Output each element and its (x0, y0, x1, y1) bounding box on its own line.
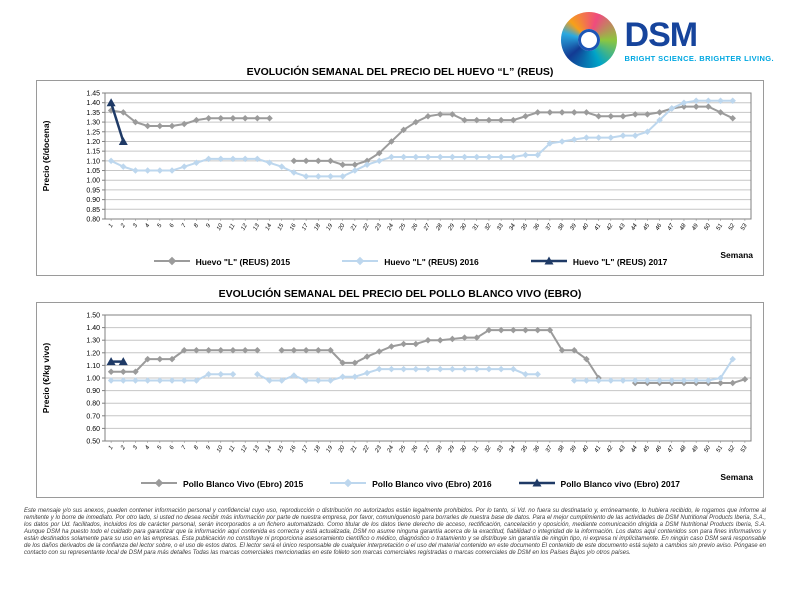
svg-text:7: 7 (181, 445, 188, 451)
svg-text:9: 9 (205, 445, 213, 451)
svg-text:13: 13 (252, 223, 262, 232)
svg-text:9: 9 (205, 223, 213, 229)
svg-text:1: 1 (107, 445, 115, 451)
svg-text:1.30: 1.30 (86, 119, 100, 127)
svg-text:28: 28 (435, 223, 444, 232)
svg-text:1.10: 1.10 (86, 158, 100, 166)
svg-text:19: 19 (325, 223, 335, 232)
svg-text:20: 20 (337, 223, 347, 232)
svg-text:32: 32 (484, 223, 493, 232)
egg-price-chart-section (36, 66, 764, 276)
svg-text:1.05: 1.05 (86, 168, 100, 176)
svg-text:51: 51 (715, 223, 725, 232)
svg-text:52: 52 (727, 223, 737, 232)
svg-text:45: 45 (642, 223, 652, 232)
svg-text:46: 46 (654, 223, 664, 232)
dsm-logo (561, 12, 774, 68)
svg-text:53: 53 (740, 445, 749, 454)
dsm-wordmark: DSM (624, 15, 698, 54)
svg-text:35: 35 (520, 445, 530, 454)
svg-text:2: 2 (120, 223, 128, 229)
svg-text:41: 41 (593, 445, 603, 454)
chicken-price-chart-section (36, 288, 764, 498)
svg-text:0.90: 0.90 (86, 197, 100, 205)
chicken-chart-legend (37, 472, 763, 497)
legend-marker-icon (341, 256, 379, 268)
svg-text:1.45: 1.45 (86, 90, 100, 98)
svg-text:16: 16 (289, 223, 298, 232)
legend-marker-icon (518, 478, 556, 490)
legend-item-huevo-2017 (530, 256, 668, 268)
svg-text:26: 26 (411, 223, 420, 232)
legend-label: Huevo "L" (REUS) 2016 (384, 257, 479, 267)
svg-text:27: 27 (423, 223, 432, 232)
svg-text:44: 44 (630, 445, 639, 454)
svg-text:46: 46 (654, 445, 664, 454)
svg-text:48: 48 (679, 445, 688, 454)
svg-text:20: 20 (337, 445, 347, 454)
svg-text:41: 41 (593, 223, 603, 232)
svg-text:30: 30 (459, 445, 469, 454)
svg-text:44: 44 (630, 223, 639, 232)
legend-label: Huevo "L" (REUS) 2015 (195, 257, 291, 267)
svg-text:42: 42 (606, 445, 615, 454)
legend-marker-icon (329, 478, 367, 490)
svg-text:21: 21 (350, 223, 359, 232)
chicken-chart-title: EVOLUCIÓN SEMANAL DEL PRECIO DEL POLLO BLANCO VIVO (EBRO) (218, 288, 582, 300)
svg-text:40: 40 (581, 223, 591, 232)
svg-text:43: 43 (618, 445, 627, 454)
svg-text:33: 33 (496, 445, 505, 454)
svg-text:0.85: 0.85 (86, 206, 100, 214)
svg-text:0.50: 0.50 (86, 438, 100, 446)
legend-marker-icon (140, 478, 178, 490)
egg-chart-legend (37, 250, 763, 275)
legend-label: Huevo "L" (REUS) 2017 (572, 257, 668, 267)
legend-item-pollo-2015 (140, 478, 303, 490)
svg-text:45: 45 (642, 445, 652, 454)
svg-text:37: 37 (545, 223, 554, 232)
svg-text:24: 24 (386, 223, 396, 232)
svg-text:14: 14 (264, 223, 274, 232)
svg-text:31: 31 (471, 223, 481, 232)
svg-text:8: 8 (193, 223, 201, 229)
svg-text:30: 30 (459, 223, 469, 232)
chicken-chart-plot (37, 307, 763, 471)
svg-text:1.15: 1.15 (86, 148, 100, 156)
svg-text:33: 33 (496, 223, 505, 232)
svg-text:1.20: 1.20 (86, 138, 100, 146)
svg-text:47: 47 (666, 445, 676, 454)
legend-label: Pollo Blanco vivo (Ebro) 2016 (372, 479, 492, 489)
svg-text:2: 2 (120, 445, 128, 451)
svg-text:6: 6 (168, 445, 176, 451)
svg-text:40: 40 (581, 445, 591, 454)
svg-text:26: 26 (411, 445, 420, 454)
svg-text:35: 35 (520, 223, 530, 232)
legal-disclaimer-text: Este mensaje y/o sus anexos, pueden contener información personal y confidencial cuyo uso, reproducción o distribución no autorizados están legalmente prohibidos. Por lo tanto, si Vd. no fuera su destinatario y, erróneamente, lo hubiera recibido, le rogamos que informe al remitente y lo borre de inmediato. Por otro lado, si usted no desea recibir más información por parte de nuestra empresa, por favor, comuníquenoslo para borrarles de nuestra base de datos. Para el mejor cumplimiento de las actividades de DSM Nutritional Products Iberia, S.A., los datos por Ud. facilitados, incluidos los de carácter personal, serán incorporados a un fichero automatizado. Como titular de los datos tiene derecho de acceso, rectificación, cancelación y oposición, mediante comunicación dirigida a DSM Nutritional Products Iberia, S.A. Aunque DSM ha puesto todo el cuidado para garantizar que la información aquí contenida es correcta y está actualizada, DSM no asume ninguna garantía acerca de la exactitud, fiabilidad o integridad de la información. Los datos aquí contenidos son para fines informativos y están destinados solamente para su uso en las empresas. Esta publicación no constituye ni proporciona asesoramiento científico o médico, diagnóstico o tratamiento y se distribuye sin garantía de ningún tipo, ni expresa ni implícitamente. En ningún caso DSM será responsable de los daños derivados de la confianza del lector sobre, o el uso de estos datos. El lector será el único responsable de cualquier interpretación o el uso del material contenido en este documento El contenido de este documento está sujeto a cambios sin previo aviso. Póngase en contacto con su representante local de DSM para más detalles Todas las marcas comerciales mencionadas en este folleto son marcas comerciales registradas o marcas comerciales de DSM en los Países Bajos y/o otros países. (24, 508, 766, 557)
svg-text:1.00: 1.00 (86, 177, 100, 185)
svg-text:32: 32 (484, 445, 493, 454)
svg-text:21: 21 (350, 445, 359, 454)
svg-text:39: 39 (569, 223, 578, 232)
svg-text:4: 4 (144, 445, 152, 451)
svg-text:52: 52 (727, 445, 737, 454)
svg-text:49: 49 (691, 445, 700, 454)
svg-text:28: 28 (435, 445, 444, 454)
dsm-tagline: BRIGHT SCIENCE. BRIGHTER LIVING. (624, 53, 774, 63)
svg-text:17: 17 (301, 223, 310, 232)
legend-item-pollo-2017 (518, 478, 681, 490)
svg-text:11: 11 (228, 223, 237, 232)
svg-text:14: 14 (264, 445, 274, 454)
svg-text:1: 1 (107, 223, 115, 229)
svg-text:3: 3 (132, 223, 140, 229)
svg-text:48: 48 (679, 223, 688, 232)
svg-text:38: 38 (557, 445, 566, 454)
svg-text:36: 36 (532, 223, 542, 232)
svg-text:0.70: 0.70 (86, 413, 100, 421)
svg-text:18: 18 (313, 445, 323, 454)
svg-text:1.00: 1.00 (86, 375, 100, 383)
svg-text:39: 39 (569, 445, 578, 454)
svg-text:0.60: 0.60 (86, 425, 100, 433)
svg-text:0.80: 0.80 (86, 400, 100, 408)
svg-text:22: 22 (362, 445, 371, 454)
svg-text:36: 36 (532, 445, 542, 454)
svg-text:38: 38 (557, 223, 566, 232)
svg-text:31: 31 (471, 445, 481, 454)
svg-text:27: 27 (423, 445, 432, 454)
svg-text:1.20: 1.20 (86, 350, 100, 358)
legend-label: Pollo Blanco vivo (Ebro) 2017 (560, 479, 681, 489)
svg-text:43: 43 (618, 223, 627, 232)
legend-item-huevo-2016 (341, 256, 479, 268)
svg-text:18: 18 (313, 223, 323, 232)
svg-text:16: 16 (289, 445, 298, 454)
legend-marker-icon (153, 256, 191, 268)
svg-text:3: 3 (132, 445, 140, 451)
svg-text:0.80: 0.80 (86, 216, 100, 224)
svg-text:37: 37 (545, 445, 554, 454)
svg-text:50: 50 (703, 223, 713, 232)
svg-text:Precio (€/kg vivo): Precio (€/kg vivo) (41, 342, 51, 414)
svg-text:8: 8 (193, 445, 201, 451)
svg-text:6: 6 (168, 223, 176, 229)
svg-text:51: 51 (715, 445, 725, 454)
svg-text:24: 24 (386, 445, 396, 454)
svg-text:1.30: 1.30 (86, 337, 100, 345)
svg-text:10: 10 (215, 223, 225, 232)
egg-chart-title: EVOLUCIÓN SEMANAL DEL PRECIO DEL HUEVO “L” (REUS) (246, 66, 554, 78)
svg-text:34: 34 (508, 445, 518, 454)
svg-text:47: 47 (666, 223, 676, 232)
svg-text:12: 12 (240, 445, 249, 454)
svg-text:25: 25 (398, 223, 408, 232)
egg-chart-x-axis-label: Semana (720, 250, 753, 260)
svg-text:0.90: 0.90 (86, 388, 100, 396)
chicken-chart-x-axis-label: Semana (720, 472, 753, 482)
legend-marker-icon (530, 256, 568, 268)
svg-text:7: 7 (181, 223, 188, 229)
svg-text:12: 12 (240, 223, 249, 232)
legend-item-pollo-2016 (329, 478, 492, 490)
svg-text:17: 17 (301, 445, 310, 454)
egg-chart-box (36, 80, 764, 276)
chicken-chart-box (36, 302, 764, 498)
svg-text:5: 5 (156, 223, 164, 229)
svg-text:34: 34 (508, 223, 518, 232)
dsm-logo-text (624, 15, 774, 63)
svg-text:15: 15 (276, 445, 286, 454)
svg-text:1.10: 1.10 (86, 362, 100, 370)
svg-text:1.40: 1.40 (86, 100, 100, 108)
svg-text:13: 13 (252, 445, 262, 454)
svg-text:0.95: 0.95 (86, 187, 100, 195)
svg-text:53: 53 (740, 223, 749, 232)
svg-text:4: 4 (144, 223, 152, 229)
svg-text:1.40: 1.40 (86, 325, 100, 333)
svg-text:1.50: 1.50 (86, 312, 100, 320)
svg-text:19: 19 (325, 445, 335, 454)
svg-text:42: 42 (606, 223, 615, 232)
svg-text:1.25: 1.25 (86, 129, 100, 137)
svg-text:11: 11 (228, 445, 237, 454)
svg-text:50: 50 (703, 445, 713, 454)
svg-text:10: 10 (215, 445, 225, 454)
svg-text:29: 29 (447, 445, 457, 454)
svg-text:23: 23 (374, 223, 383, 232)
svg-text:Precio (€/docena): Precio (€/docena) (41, 120, 51, 192)
svg-text:1.35: 1.35 (86, 109, 100, 117)
svg-text:22: 22 (362, 223, 371, 232)
svg-text:49: 49 (691, 223, 700, 232)
egg-chart-plot (37, 85, 763, 249)
legend-item-huevo-2015 (153, 256, 291, 268)
svg-text:29: 29 (447, 223, 457, 232)
legend-label: Pollo Blanco Vivo (Ebro) 2015 (182, 479, 304, 489)
svg-text:23: 23 (374, 445, 383, 454)
svg-text:25: 25 (398, 445, 408, 454)
svg-text:5: 5 (156, 445, 164, 451)
dsm-swirl-icon (561, 12, 617, 68)
svg-text:15: 15 (276, 223, 286, 232)
